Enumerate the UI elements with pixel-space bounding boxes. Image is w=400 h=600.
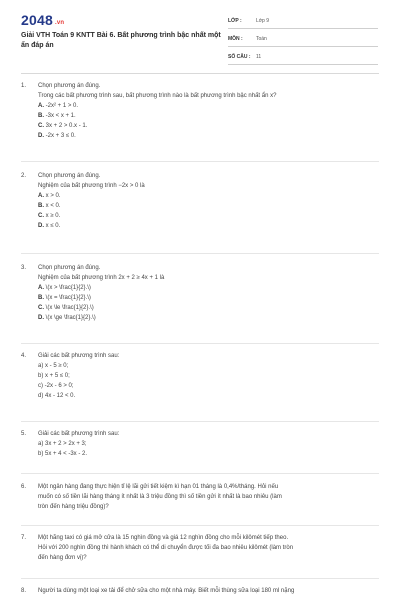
question-divider: [21, 473, 379, 474]
question-divider: [21, 578, 379, 579]
part-a: a) 3x + 2 > 2x + 3;: [38, 441, 87, 447]
question-text: Chọn phương án đúng.: [38, 173, 101, 179]
meta-value: Toán: [256, 36, 267, 42]
question-body: [38, 429, 378, 459]
logo-text: 2048: [21, 12, 53, 28]
question-body: [38, 482, 378, 512]
question-text: Một ngân hàng đang thực hiện tỉ lệ lãi gửi tiết kiệm kì hạn 01 tháng là 0,4%/tháng. Hỏi nếu: [38, 484, 279, 490]
option-c: C. \(x \le \frac{1}{2}.\): [38, 305, 94, 311]
meta-key: SỐ CÂU :: [228, 54, 251, 60]
header-divider: [21, 73, 379, 74]
question-body: [38, 351, 378, 401]
option-d: D. x ≤ 0.: [38, 223, 61, 229]
option-d: D. -2x + 3 ≤ 0.: [38, 133, 76, 139]
part-b: b) 5x + 4 < -3x - 2.: [38, 451, 88, 457]
option-b: B. x < 0.: [38, 203, 61, 209]
option-b: B. -3x < x + 1.: [38, 113, 76, 119]
question-text: Hỏi với 200 nghìn đồng thì hành khách có thể di chuyển được tối đa bao nhiêu kilômét (làm tròn: [38, 545, 294, 551]
question-text: Nghiệm của bất phương trình 2x + 2 ≥ 4x + 1 là: [38, 275, 165, 281]
question-divider: [21, 525, 379, 526]
meta-row-subject: [228, 32, 378, 47]
question-text: Chọn phương án đúng.: [38, 83, 101, 89]
meta-key: MÔN :: [228, 36, 243, 42]
option-a: A. \(x > \frac{1}{2}.\): [38, 285, 91, 291]
part-d: d) 4x - 12 < 0.: [38, 393, 76, 399]
option-a: A. -2x² + 1 > 0.: [38, 103, 79, 109]
option-d: D. \(x \ge \frac{1}{2}.\): [38, 315, 96, 321]
meta-row-count: [228, 50, 378, 65]
question-number: 6.: [21, 484, 27, 490]
meta-row-class: [228, 14, 378, 29]
question-divider: [21, 343, 379, 344]
question-text: muốn có số tiền lãi hàng tháng ít nhất là 3 triệu đồng thì số tiền gửi ít nhất là bao nhiêu (làm: [38, 494, 282, 500]
meta-value: 11: [256, 54, 262, 60]
question-number: 4.: [21, 353, 27, 359]
question-body: [38, 263, 378, 323]
question-text: Một hãng taxi có giá mở cửa là 15 nghìn đồng và giá 12 nghìn đồng cho mỗi kilômét tiếp theo.: [38, 535, 289, 541]
page-title: Giải VTH Toán 9 KNTT Bài 6. Bất phương trình bậc nhất một ẩn đáp án: [21, 32, 221, 49]
question-text: Trong các bất phương trình sau, bất phương trình nào là bất phương trình bậc nhất ẩn x?: [38, 93, 277, 99]
option-a: A. x > 0.: [38, 193, 61, 199]
page-header: [0, 0, 400, 70]
part-a: a) x - 5 ≥ 0;: [38, 363, 69, 369]
question-divider: [21, 161, 379, 162]
question-number: 3.: [21, 265, 27, 271]
question-text: Chọn phương án đúng.: [38, 265, 101, 271]
part-b: b) x + 5 ≤ 0;: [38, 373, 70, 379]
question-divider: [21, 253, 379, 254]
meta-key: LỚP :: [228, 18, 242, 24]
question-body: [38, 171, 378, 231]
option-c: C. 3x + 2 > 0.x - 1.: [38, 123, 88, 129]
question-body: [38, 533, 378, 563]
question-number: 5.: [21, 431, 27, 437]
question-text: Người ta dùng một loại xe tải để chở sữa cho một nhà máy. Biết mỗi thùng sữa loại 180 ml nặng: [38, 588, 295, 594]
question-text: đến hàng đơn vị)?: [38, 555, 87, 561]
part-c: c) -2x - 6 > 0;: [38, 383, 74, 389]
meta-info: [228, 14, 378, 68]
option-c: C. x ≥ 0.: [38, 213, 61, 219]
meta-value: Lớp 9: [256, 18, 270, 24]
question-number: 1.: [21, 83, 27, 89]
question-number: 2.: [21, 173, 27, 179]
question-text: Giải các bất phương trình sau:: [38, 353, 120, 359]
question-text: tròn đến hàng triệu đồng)?: [38, 504, 109, 510]
question-divider: [21, 421, 379, 422]
question-text: Nghiệm của bất phương trình −2x > 0 là: [38, 183, 145, 189]
site-logo[interactable]: [21, 12, 64, 28]
question-body: [38, 81, 378, 141]
logo-tld: .vn: [54, 20, 65, 26]
question-number: 8.: [21, 588, 27, 594]
question-number: 7.: [21, 535, 27, 541]
question-body: [38, 586, 378, 596]
option-b: B. \(x = \frac{1}{2}.\): [38, 295, 91, 301]
question-text: Giải các bất phương trình sau:: [38, 431, 120, 437]
